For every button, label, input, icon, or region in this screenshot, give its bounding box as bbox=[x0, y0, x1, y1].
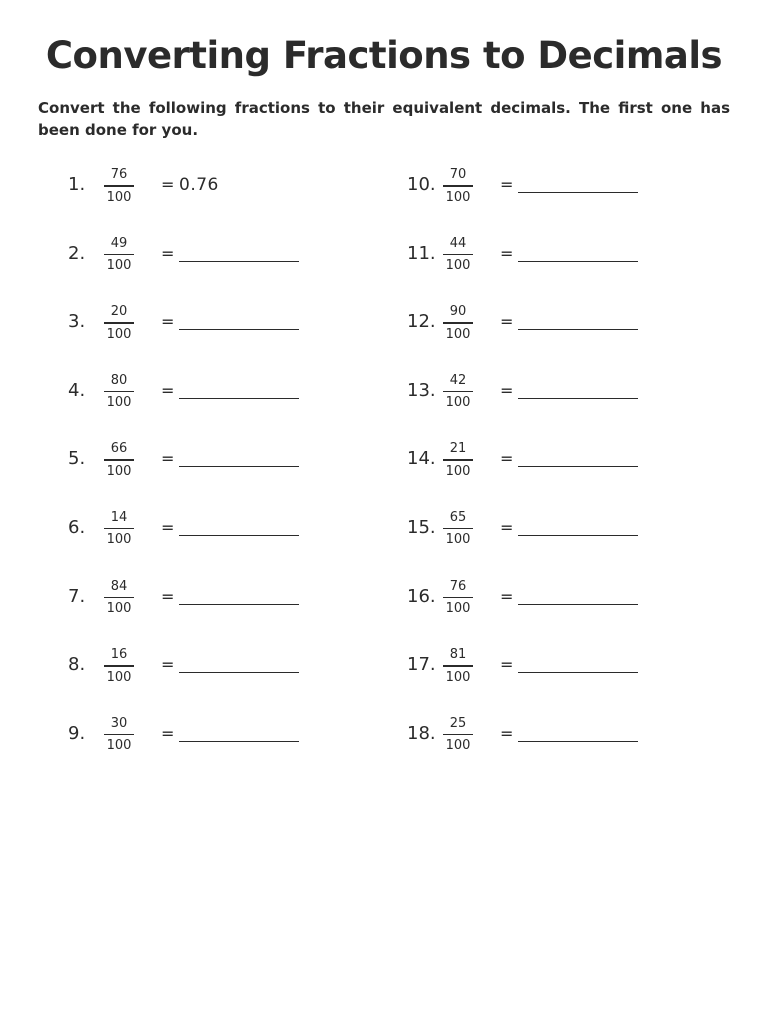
answer-blank-line bbox=[179, 535, 299, 536]
fraction-denominator: 100 bbox=[106, 669, 132, 685]
equals-sign: = bbox=[161, 655, 175, 675]
question-item bbox=[377, 166, 677, 235]
fraction-bar bbox=[443, 391, 473, 393]
equals-sign: = bbox=[500, 175, 514, 194]
question-number: 5. bbox=[68, 448, 86, 470]
question-number: 10. bbox=[407, 174, 436, 195]
answer-blank-line bbox=[179, 261, 299, 262]
question-item bbox=[38, 235, 338, 304]
fraction-bar bbox=[443, 597, 473, 599]
question-number: 12. bbox=[407, 311, 436, 333]
fraction-bar bbox=[104, 391, 134, 393]
question-item bbox=[377, 372, 677, 441]
fraction-denominator: 100 bbox=[445, 189, 471, 205]
instructions-text: Convert the following fractions to their equivalent decimals. The first one has been done for you. bbox=[38, 99, 730, 139]
fraction bbox=[104, 509, 134, 550]
question-number: 1. bbox=[68, 174, 86, 195]
fraction-numerator: 20 bbox=[110, 304, 128, 320]
question-number: 2. bbox=[68, 242, 86, 264]
fraction-bar bbox=[104, 185, 134, 187]
equals-sign: = bbox=[500, 449, 514, 469]
fraction-denominator: 100 bbox=[445, 532, 471, 548]
answer-blank-line bbox=[179, 398, 299, 399]
fraction-numerator: 49 bbox=[110, 235, 128, 251]
fraction-bar bbox=[104, 322, 134, 324]
fraction-denominator: 100 bbox=[445, 326, 471, 342]
fraction-numerator: 65 bbox=[449, 509, 467, 525]
fraction-bar bbox=[104, 665, 134, 667]
answer-blank-line bbox=[518, 466, 638, 467]
fraction bbox=[104, 372, 134, 413]
equals-sign: = bbox=[161, 243, 175, 263]
question-item bbox=[377, 715, 677, 784]
fraction-denominator: 100 bbox=[445, 463, 471, 479]
fraction-denominator: 100 bbox=[106, 258, 132, 274]
equals-sign: = bbox=[500, 312, 514, 332]
fraction-numerator: 16 bbox=[110, 647, 128, 663]
equals-sign: = bbox=[161, 312, 175, 332]
equals-sign: = bbox=[500, 586, 514, 606]
question-item bbox=[377, 509, 677, 578]
question-item bbox=[377, 303, 677, 372]
fraction-denominator: 100 bbox=[445, 395, 471, 411]
answer-blank-line bbox=[179, 604, 299, 605]
answer-blank-line bbox=[518, 192, 638, 193]
question-item bbox=[38, 509, 338, 578]
fraction bbox=[443, 578, 473, 619]
fraction bbox=[443, 372, 473, 413]
fraction-numerator: 42 bbox=[449, 372, 467, 388]
fraction-bar bbox=[104, 734, 134, 736]
question-number: 4. bbox=[68, 379, 86, 401]
question-column-left bbox=[38, 166, 338, 783]
answer-blank-line bbox=[179, 466, 299, 467]
fraction-denominator: 100 bbox=[445, 738, 471, 754]
equals-sign: = bbox=[161, 586, 175, 606]
question-number: 15. bbox=[407, 516, 436, 538]
fraction-numerator: 21 bbox=[449, 441, 467, 457]
equals-sign: = bbox=[161, 175, 175, 194]
question-item bbox=[38, 166, 338, 235]
fraction-denominator: 100 bbox=[106, 463, 132, 479]
fraction-denominator: 100 bbox=[106, 532, 132, 548]
question-number: 13. bbox=[407, 379, 436, 401]
answer-blank-line bbox=[518, 741, 638, 742]
equals-sign: = bbox=[500, 517, 514, 537]
answer-blank-line bbox=[518, 398, 638, 399]
fraction-numerator: 80 bbox=[110, 372, 128, 388]
page-title: Converting Fractions to Decimals bbox=[45, 34, 723, 77]
fraction bbox=[443, 235, 473, 276]
fraction-numerator: 25 bbox=[449, 715, 467, 731]
answer-blank-line bbox=[518, 672, 638, 673]
fraction-bar bbox=[443, 459, 473, 461]
question-item bbox=[38, 303, 338, 372]
fraction-denominator: 100 bbox=[445, 669, 471, 685]
equals-sign: = bbox=[161, 380, 175, 400]
fraction-denominator: 100 bbox=[106, 601, 132, 617]
question-column-right bbox=[377, 166, 677, 783]
fraction-bar bbox=[104, 459, 134, 461]
equals-sign: = bbox=[161, 517, 175, 537]
fraction-bar bbox=[104, 254, 134, 256]
fraction-numerator: 76 bbox=[449, 578, 467, 594]
fraction-bar bbox=[104, 597, 134, 599]
question-item bbox=[38, 372, 338, 441]
question-item bbox=[38, 440, 338, 509]
question-item bbox=[38, 715, 338, 784]
fraction bbox=[443, 303, 473, 344]
question-item bbox=[377, 235, 677, 304]
fraction-denominator: 100 bbox=[445, 258, 471, 274]
equals-sign: = bbox=[500, 655, 514, 675]
answer-blank-line bbox=[518, 329, 638, 330]
answer-value: 0.76 bbox=[179, 175, 219, 195]
fraction bbox=[443, 715, 473, 756]
equals-sign: = bbox=[500, 723, 514, 743]
fraction-bar bbox=[443, 734, 473, 736]
fraction-numerator: 90 bbox=[449, 304, 467, 320]
question-number: 17. bbox=[407, 654, 436, 676]
fraction bbox=[104, 166, 134, 207]
equals-sign: = bbox=[161, 449, 175, 469]
fraction-denominator: 100 bbox=[106, 395, 132, 411]
fraction-bar bbox=[443, 528, 473, 530]
question-item bbox=[38, 646, 338, 715]
fraction-numerator: 84 bbox=[110, 578, 128, 594]
fraction-numerator: 44 bbox=[449, 235, 467, 251]
question-item bbox=[377, 440, 677, 509]
fraction-denominator: 100 bbox=[106, 738, 132, 754]
fraction bbox=[443, 509, 473, 550]
fraction-bar bbox=[443, 322, 473, 324]
fraction-numerator: 30 bbox=[110, 715, 128, 731]
equals-sign: = bbox=[161, 723, 175, 743]
fraction-bar bbox=[104, 528, 134, 530]
answer-blank-line bbox=[179, 329, 299, 330]
fraction bbox=[443, 646, 473, 687]
question-number: 7. bbox=[68, 585, 86, 607]
equals-sign: = bbox=[500, 380, 514, 400]
answer-blank-line bbox=[518, 604, 638, 605]
fraction-numerator: 14 bbox=[110, 509, 128, 525]
fraction-bar bbox=[443, 665, 473, 667]
fraction-numerator: 66 bbox=[110, 441, 128, 457]
fraction bbox=[104, 646, 134, 687]
fraction-numerator: 76 bbox=[110, 167, 128, 182]
question-number: 18. bbox=[407, 722, 436, 744]
fraction bbox=[443, 440, 473, 481]
answer-blank-line bbox=[518, 535, 638, 536]
fraction bbox=[104, 715, 134, 756]
fraction-denominator: 100 bbox=[445, 601, 471, 617]
question-number: 16. bbox=[407, 585, 436, 607]
fraction bbox=[104, 235, 134, 276]
question-number: 3. bbox=[68, 311, 86, 333]
question-number: 11. bbox=[407, 242, 436, 264]
fraction-denominator: 100 bbox=[106, 326, 132, 342]
question-number: 6. bbox=[68, 516, 86, 538]
fraction-numerator: 81 bbox=[449, 647, 467, 663]
question-number: 8. bbox=[68, 654, 86, 676]
fraction bbox=[104, 303, 134, 344]
fraction-bar bbox=[443, 254, 473, 256]
fraction-bar bbox=[443, 185, 473, 187]
question-number: 9. bbox=[68, 722, 86, 744]
answer-blank-line bbox=[179, 672, 299, 673]
fraction-numerator: 70 bbox=[449, 167, 467, 182]
answer-blank-line bbox=[179, 741, 299, 742]
equals-sign: = bbox=[500, 243, 514, 263]
fraction bbox=[443, 166, 473, 207]
question-number: 14. bbox=[407, 448, 436, 470]
fraction-denominator: 100 bbox=[106, 189, 132, 205]
question-item bbox=[377, 646, 677, 715]
answer-blank-line bbox=[518, 261, 638, 262]
question-item bbox=[377, 578, 677, 647]
fraction bbox=[104, 578, 134, 619]
fraction bbox=[104, 440, 134, 481]
question-item bbox=[38, 578, 338, 647]
